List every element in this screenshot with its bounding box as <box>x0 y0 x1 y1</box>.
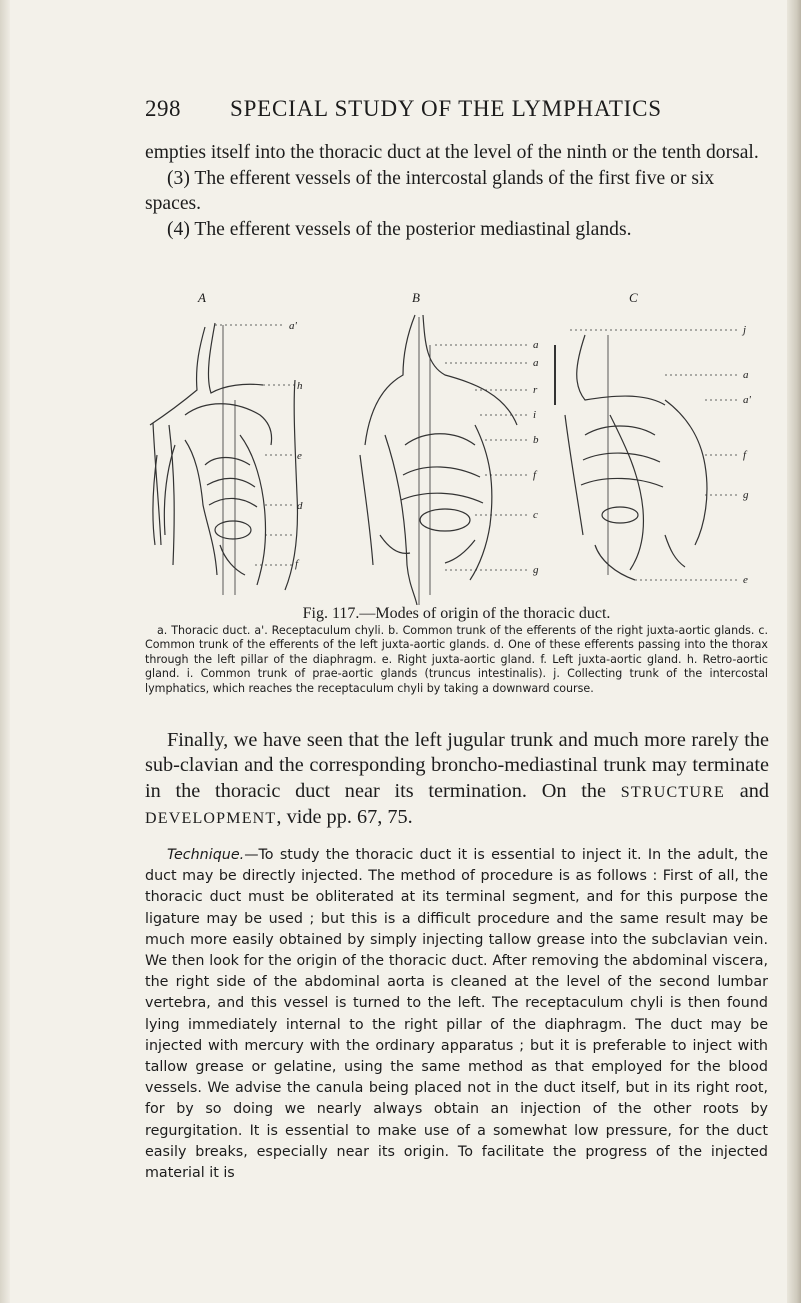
label-a-panel-b: a <box>533 357 539 369</box>
page-header <box>145 96 765 130</box>
label-f-panel-c: f <box>743 449 747 461</box>
label-d-panel-a: d <box>297 500 303 512</box>
label-a-top-panel-b: a <box>533 339 539 351</box>
page-right-edge <box>787 0 801 1303</box>
label-c-panel-b: c <box>533 509 538 521</box>
panel-label-c: C <box>629 290 638 305</box>
panel-c-drawing <box>555 335 707 580</box>
page-number: 298 <box>145 96 181 121</box>
label-a-prime-panel-a: a' <box>289 320 297 332</box>
label-r-panel-b: r <box>533 384 538 396</box>
label-i-panel-b: i <box>533 409 537 421</box>
label-g-panel-b: g <box>533 564 539 576</box>
technique-body: —To study the thoracic duct it is essential to inject it. In the adult, the duct may be directly injected. The method of procedure is as follows : First of all, the thoracic duct must be obliterated at its terminal segment, and for this purpose the ligature may be used ; but this is a difficult procedure and the same result may be much more easily obtained by simply injecting tallow grease into the subclavian vein. We then look for the origin of the thoracic duct. After removing the abdominal viscera, the right side of the abdominal aorta is cleaned at the level of the second lumbar vertebra, and this vessel is turned to the left. The receptaculum chyli is then found lying immediately internal to the right pillar of the diaphragm. The duct may be injected with mercury with the ordinary apparatus ; but it is preferable to inject with tallow grease or gelatine, using the same method as that employed for the blood vessels. We advise the canula being placed not in the duct itself, but in its right root, for by so doing we nearly always obtain an injection of the other roots by regurgitation. It is essential to make use of a somewhat low pressure, for the duct easily breaks, especially near its origin. To facilitate the progress of the injected material it is <box>145 847 768 1182</box>
label-a-panel-c: a <box>743 369 749 381</box>
list-item-4: (4) The efferent vessels of the posterior mediastinal glands. <box>167 218 632 240</box>
panel-c-leader-lines <box>570 330 740 580</box>
panel-b-leader-lines <box>435 345 530 570</box>
panel-a-drawing <box>150 323 298 595</box>
panel-a-leader-lines <box>215 325 295 565</box>
label-a-prime-panel-c: a' <box>743 394 751 406</box>
continuation-paragraph: empties itself into the thoracic duct at the level of the ninth or the tenth dorsal. <box>145 142 759 163</box>
figure-117 <box>145 290 768 605</box>
running-title: SPECIAL STUDY OF THE LYMPHATICS <box>230 96 662 121</box>
paragraph-finally-text: Finally, we have seen that the left jugular trunk and much more rarely the sub-clavian and the corresponding broncho-mediastinal trunk may terminate in the thoracic duct near its termination. On the <box>145 729 769 802</box>
label-e-panel-c: e <box>743 574 748 586</box>
intro-text <box>145 140 768 242</box>
label-h-panel-a: h <box>297 380 303 392</box>
page-left-edge <box>0 0 10 1303</box>
anatomical-illustration <box>145 305 768 605</box>
figure-caption-title: Fig. 117.—Modes of origin of the thoracic duct. <box>302 605 611 622</box>
development-smallcaps: DEVELOPMENT <box>145 809 277 827</box>
label-b-panel-b: b <box>533 434 539 446</box>
label-f-panel-a: f <box>295 558 299 570</box>
technique-section <box>145 845 768 1184</box>
panel-label-b: B <box>412 290 420 305</box>
paragraph-finally <box>145 728 769 831</box>
vide-reference: , vide pp. 67, 75. <box>276 805 413 828</box>
label-j-panel-c: j <box>743 324 747 336</box>
figure-legend <box>145 624 768 696</box>
panel-b-drawing <box>360 315 517 605</box>
label-g-panel-c: g <box>743 489 749 501</box>
and-word: and <box>739 779 769 802</box>
technique-heading: Technique. <box>167 847 245 863</box>
structure-smallcaps: STRUCTURE <box>620 783 725 801</box>
label-f-panel-b: f <box>533 469 537 481</box>
list-item-3: (3) The efferent vessels of the intercostal glands of the first five or six spaces. <box>145 167 715 214</box>
figure-legend-text: a. Thoracic duct. a'. Receptaculum chyli. b. Common trunk of the efferents of the right juxta-aortic glands. c. Common trunk of the efferents of the left juxta-aortic glands. d. One of these efferents passing into the thorax through the left pillar of the diaphragm. e. Right juxta-aortic gland. f. Left juxta-aortic gland. h. Retro-aortic gland. i. Common trunk of prae-aortic glands (truncus intestinalis). j. Collecting trunk of the intercostal lymphatics, which reaches the receptaculum chyli by taking a downward course. <box>145 624 768 695</box>
panel-label-a: A <box>198 290 206 305</box>
label-e-panel-a: e <box>297 450 302 462</box>
